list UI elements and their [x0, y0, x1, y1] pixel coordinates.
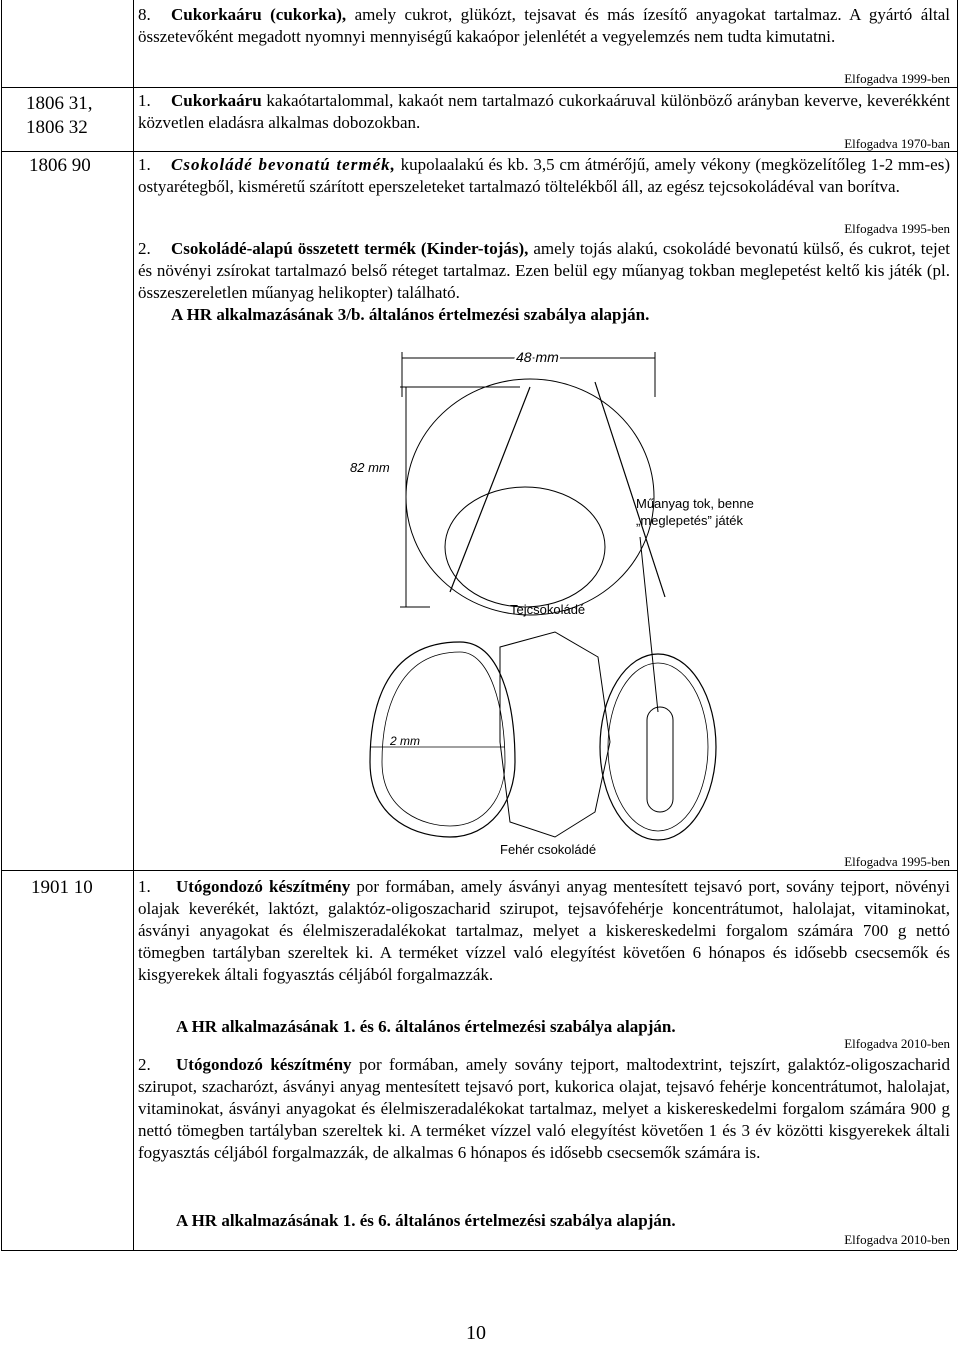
row3-item2-number: 2.: [138, 239, 151, 258]
row1-item-body: amely cukrot, glükózt, tejsavat és más ízesítő anyagokat tartalmaz. A gyártó által összetevőként megadott nyomnyi mennyiségű kakaópor jelenlétét a vegyelemzés nem tudta kimutatni.: [138, 5, 950, 46]
egg-middle-shape: [500, 632, 610, 837]
row2-item-body: kakaótartalommal, kakaót nem tartalmazó cukorkaáruval különböző arányban keverve, keverékként közvetlen eladásra alkalmas dobozokban.: [138, 91, 950, 132]
row3-item1-text: [138, 154, 950, 198]
capsule-shape: [647, 707, 673, 812]
row4-item2-rule: A HR alkalmazásának 1. és 6. általános értelmezési szabálya alapján.: [176, 1211, 676, 1230]
row4-item1-text: [138, 876, 950, 986]
row4-item2-accepted: Elfogadva 2010-ben: [844, 1232, 950, 1247]
row3-item1-body: kupolaalakú és kb. 3,5 cm átmérőjű, amely vékony (megközelítőleg 1-2 mm-es) ostyarétegből, kisméretű szárított eperszeleteket tartalmazó töltelékből áll, az egész tejcsokoládéval van borítva.: [138, 155, 950, 196]
row3-item1-number: 1.: [138, 155, 151, 174]
capsule-pointer-line-2: [450, 387, 530, 592]
row3-item2-body: amely tojás alakú, csokoládé bevonatú külső, és cukrot, tejet és növényi zsírokat tartalmazó belső réteget tartalmaz. Ezen belül egy műanyag tokban meglepetést keltő kis játék (pl. összeszereletlen műanyag helikopter) található.: [138, 239, 951, 302]
row3-item2-text: [138, 238, 950, 304]
row1-item-title: Cukorkaáru (cukorka),: [171, 5, 347, 24]
row3-item1-accepted: Elfogadva 1995-ben: [844, 221, 950, 236]
width-dimension-label: 48 mm: [516, 349, 559, 365]
height-dimension-label: 82 mm: [350, 460, 390, 475]
row-divider-3: [1, 870, 957, 871]
row4-item1-number: 1.: [138, 877, 151, 896]
row3-item2-rule: A HR alkalmazásának 3/b. általános értelmezési szabálya alapján.: [171, 305, 650, 324]
row2-text: [138, 90, 950, 134]
table-right-border: [957, 0, 958, 1250]
capsule-pointer-line-3: [640, 537, 658, 712]
row1-accepted: Elfogadva 1999-ben: [844, 71, 950, 86]
row4-item1-accepted: Elfogadva 2010-ben: [844, 1036, 950, 1051]
row2-item-title: Cukorkaáru: [171, 91, 262, 110]
kinder-egg-diagram: [340, 342, 770, 857]
row2-tariff-code: 1806 31, 1806 32: [26, 93, 93, 138]
egg-inner-shell: [445, 487, 605, 607]
capsule-label-line1: Műanyag tok, benne: [636, 496, 754, 511]
egg-outline: [406, 379, 654, 615]
row3-item2-title: Csokoládé-alapú összetett termék (Kinder-tojás),: [171, 239, 529, 258]
white-chocolate-label: Fehér csokoládé: [500, 842, 597, 857]
shell-dimension-label: 2 mm: [390, 734, 420, 748]
row-divider-1: [1, 87, 957, 88]
row4-item1-title: Utógondozó készítmény: [176, 877, 351, 896]
row1-item-number: 8.: [138, 5, 151, 24]
row2-accepted: Elfogadva 1970-ban: [844, 136, 950, 151]
row3-tariff-code: 1806 90: [29, 155, 91, 176]
row4-tariff-code: 1901 10: [31, 877, 93, 898]
page-number: 10: [466, 1322, 486, 1344]
row3-item1-title: Csokoládé bevonatú termék,: [171, 155, 396, 174]
table-column-divider: [133, 0, 134, 1250]
row4-item2-text: [138, 1054, 950, 1164]
row4-item1-body: por formában, amely ásványi anyag mentesített tejsavó port, sovány tejport, növényi olajak keverékét, laktózt, galaktóz-oligoszacharid szirupot, tejsavófehérje koncentrátumot, halolajat, vitaminokat, ásványi anyagokat és élelmiszeradalékokat tartalmaz, melyet a kiskereskedelmi forgalom számára 700 g nettó tömegben tartályban szereltek ki. A terméket vízzel való elegyítést követően 6 hónapos és idősebb csecsemők és kisgyerekek általi fogyasztás céljából forgalmazzák.: [138, 877, 950, 984]
row1-text: [138, 4, 950, 48]
row2-item-number: 1.: [138, 91, 151, 110]
milk-chocolate-label: Tejcsokoládé: [510, 602, 586, 617]
table-left-border: [1, 0, 2, 1250]
row4-item2-number: 2.: [138, 1055, 151, 1074]
row4-item1-rule: A HR alkalmazásának 1. és 6. általános értelmezési szabálya alapján.: [176, 1017, 676, 1036]
row4-item2-body: por formában, amely sovány tejport, maltodextrint, tejszírt, galaktóz-oligoszacharid szirupot, szacharózt, ásványi anyag mentesített tejsavó port, kukorica olajat, tejsavó fehérje koncentrátumot, halolajat, vitaminokat, ásványi anyagokat és élelmiszeradalékokat tartalmaz, melyet a kiskereskedelmi forgalom számára 900 g nettó tömegben tartályban szereltek ki. A terméket vízzel való elegyítést követően 1 és 3 év közötti kisgyerekek általi fogyasztás céljából forgalmazzák, de alkalmas 6 hónapos és idősebb csecsemők számára is.: [138, 1055, 950, 1162]
capsule-pointer-line-1: [595, 382, 665, 597]
capsule-label-line2: „meglepetés” játék: [636, 513, 743, 528]
table-bottom-border: [1, 1250, 957, 1251]
egg-half-right-inner: [608, 663, 708, 831]
row3-item2-accepted: Elfogadva 1995-ben: [844, 854, 950, 869]
row4-item2-title: Utógondozó készítmény: [176, 1055, 352, 1074]
